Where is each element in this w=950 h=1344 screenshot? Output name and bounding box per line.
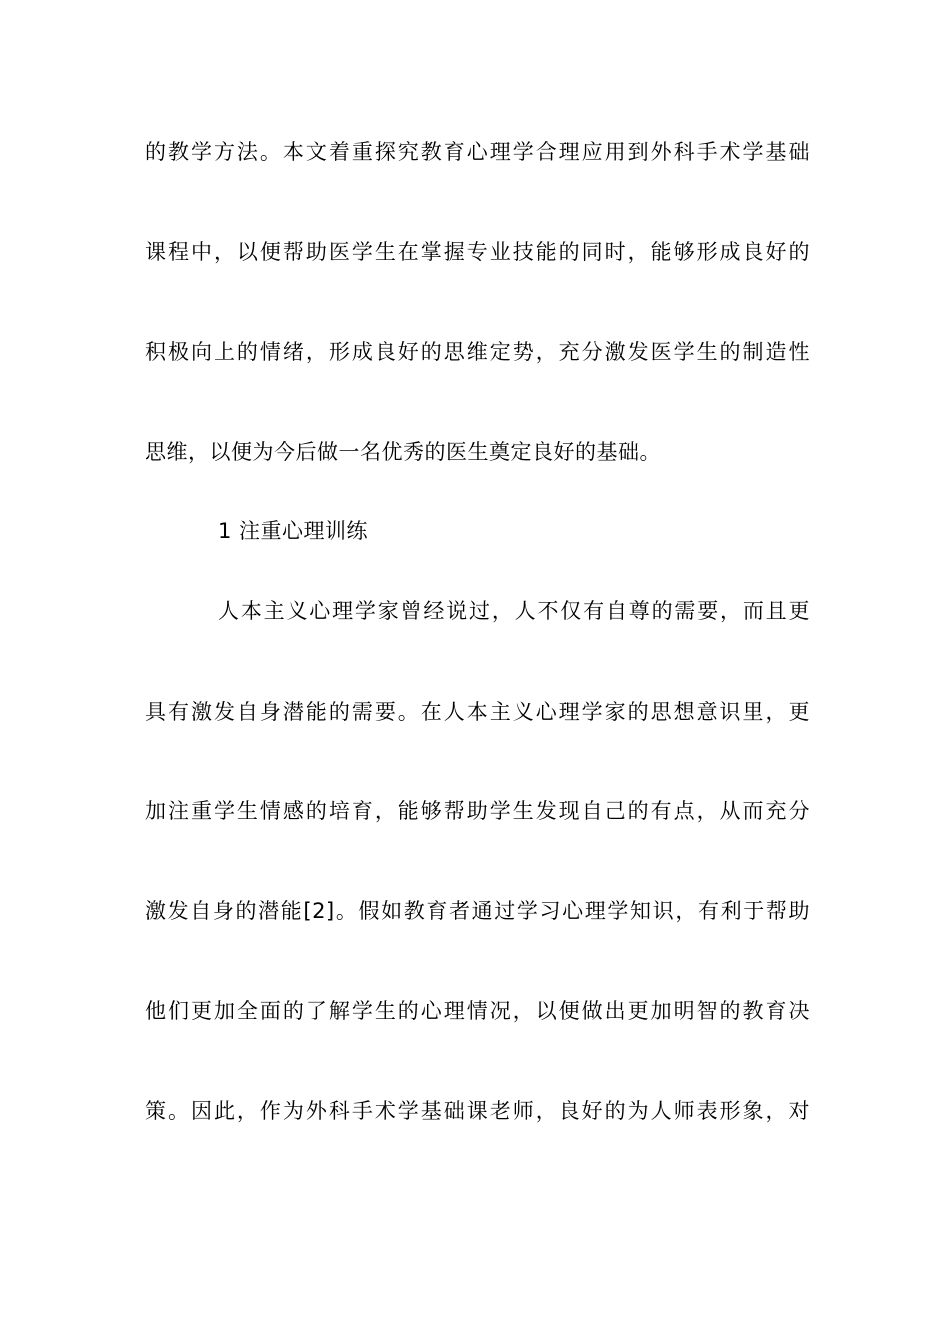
paragraph-line: 策。因此，作为外科手术学基础课老师，良好的为人师表形象，对 bbox=[145, 1099, 810, 1123]
paragraph-line: 积极向上的情绪，形成良好的思维定势，充分激发医学生的制造性 bbox=[145, 340, 810, 364]
paragraph-line: 加注重学生情感的培育，能够帮助学生发现自己的有点，从而充分 bbox=[145, 799, 810, 823]
paragraph-line: 的教学方法。本文着重探究教育心理学合理应用到外科手术学基础 bbox=[145, 140, 810, 164]
section-heading: 1 注重心理训练 bbox=[218, 519, 369, 543]
paragraph-line: 课程中，以便帮助医学生在掌握专业技能的同时，能够形成良好的 bbox=[145, 240, 810, 264]
paragraph-line: 具有激发自身潜能的需要。在人本主义心理学家的思想意识里，更 bbox=[145, 700, 810, 724]
paragraph-line: 他们更加全面的了解学生的心理情况，以便做出更加明智的教育决 bbox=[145, 999, 810, 1023]
paragraph-line: 思维，以便为今后做一名优秀的医生奠定良好的基础。 bbox=[145, 440, 661, 464]
paragraph-line: 激发自身的潜能[2]。假如教育者通过学习心理学知识，有利于帮助 bbox=[145, 899, 810, 923]
paragraph-line: 人本主义心理学家曾经说过，人不仅有自尊的需要，而且更 bbox=[218, 599, 810, 623]
